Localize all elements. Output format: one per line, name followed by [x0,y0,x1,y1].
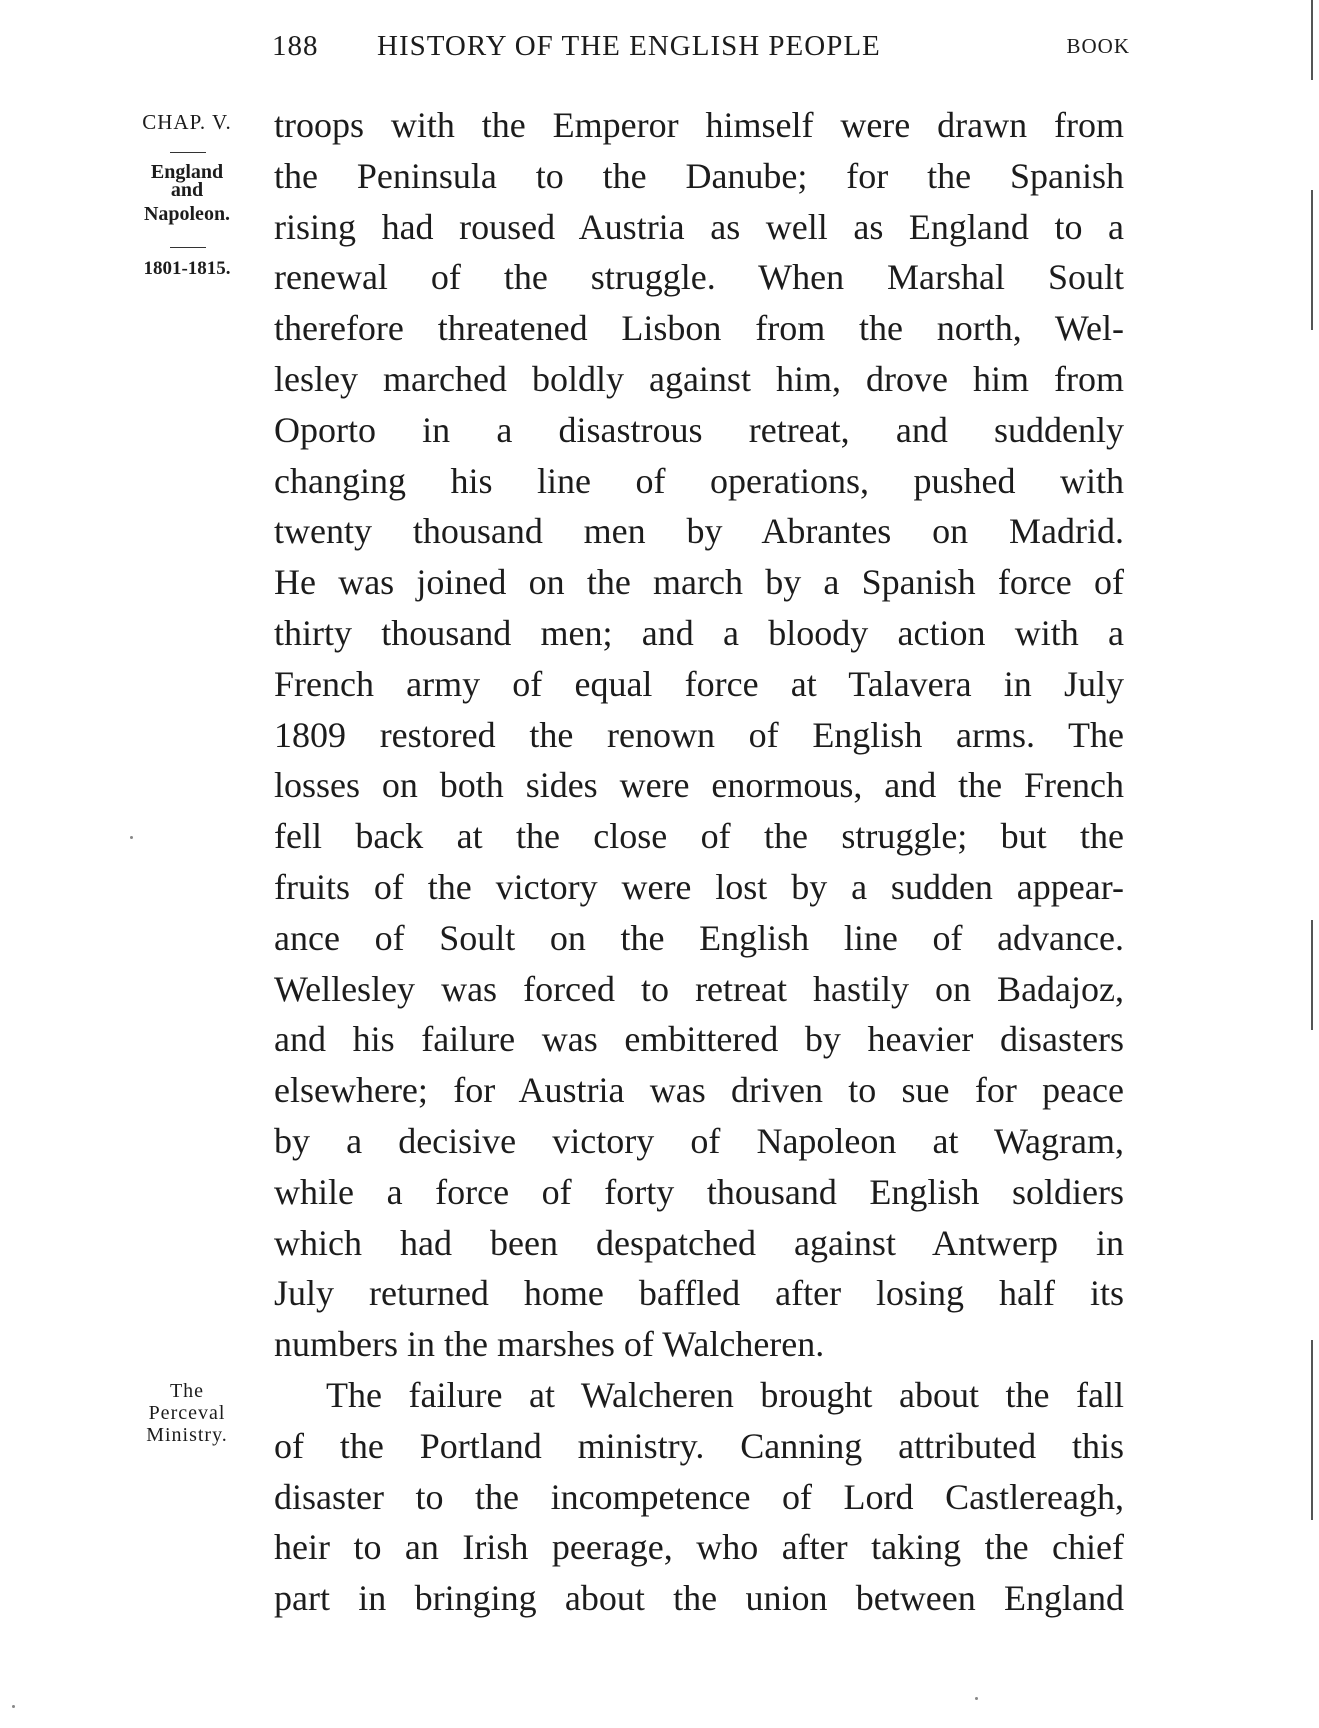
text-line: troops with the Emperor himself were drawn from [274,105,1124,145]
text-line: changing his line of operations, pushed with [274,460,1124,501]
sidenote-rule [170,152,206,153]
sidenote-line: Perceval [148,1402,226,1424]
page-number: 188 [272,30,319,62]
text-line: He was joined on the march by a Spanish force of [274,562,1124,603]
text-line: the Peninsula to the Danube; for the Spanish [274,155,1124,196]
body-text [274,100,1124,1624]
sidenote-line: and [170,179,204,201]
text-line: part in bringing about the union between England [274,1578,1124,1619]
sidenote-line: The [169,1380,205,1402]
text-line: elsewhere; for Austria was driven to sue for peace [274,1070,1124,1111]
sidenote-england-and-napoleon [122,163,252,223]
text-line: heir to an Irish peerage, who after taking the chief [274,1527,1124,1568]
scan-speck [130,836,133,839]
text-line: fell back at the close of the struggle; but the [274,816,1124,857]
text-line: ance of Soult on the English line of advance. [274,917,1124,958]
text-line: rising had roused Austria as well as England to a [274,206,1124,247]
scan-speck [12,1705,15,1708]
text-line: 1809 restored the renown of English arms. The [274,714,1124,755]
scan-edge-line [1311,190,1313,330]
text-line: therefore threatened Lisbon from the north, Wel- [274,308,1124,349]
text-line: lesley marched boldly against him, drove him from [274,358,1124,399]
text-line: thirty thousand men; and a bloody action with a [274,612,1124,653]
sidenote-line: Napoleon. [143,203,231,225]
text-line: and his failure was embittered by heavier disasters [274,1019,1124,1060]
text-line: The failure at Walcheren brought about the fall [326,1374,1124,1415]
scan-speck [975,1697,978,1700]
text-line: which had been despatched against Antwerp in [274,1222,1124,1263]
text-line: by a decisive victory of Napoleon at Wagram, [274,1120,1124,1161]
text-line: renewal of the struggle. When Marshal Soult [274,257,1124,298]
text-line: French army of equal force at Talavera in July [274,663,1124,704]
text-line: twenty thousand men by Abrantes on Madrid. [274,511,1124,552]
text-line: of the Portland ministry. Canning attributed this [274,1425,1124,1466]
scan-edge-line [1311,0,1313,80]
text-line: losses on both sides were enormous, and the French [274,765,1124,806]
text-line: fruits of the victory were lost by a sudden appear- [274,866,1124,907]
text-line: July returned home baffled after losing half its [274,1273,1124,1314]
book-label: BOOK [1066,34,1130,58]
sidenote-line: England [150,161,224,183]
sidenote-dates: 1801-1815. [143,258,231,279]
text-line: while a force of forty thousand English soldiers [274,1171,1124,1212]
running-title: HISTORY OF THE ENGLISH PEOPLE [377,30,881,62]
sidenote-perceval-ministry [122,1380,252,1446]
text-line: disaster to the incompetence of Lord Castlereagh, [274,1476,1124,1517]
text-line: Wellesley was forced to retreat hastily on Badajoz, [274,968,1124,1009]
scan-edge-line [1311,1340,1313,1520]
chapter-sidenote: CHAP. V. [142,110,232,134]
sidenote-rule [170,247,206,248]
scan-edge-line [1311,920,1313,1030]
text-line: numbers in the marshes of Walcheren. [274,1324,825,1365]
text-line: Oporto in a disastrous retreat, and suddenly [274,409,1124,450]
running-header [272,30,1130,70]
sidenote-line: Ministry. [146,1424,228,1446]
